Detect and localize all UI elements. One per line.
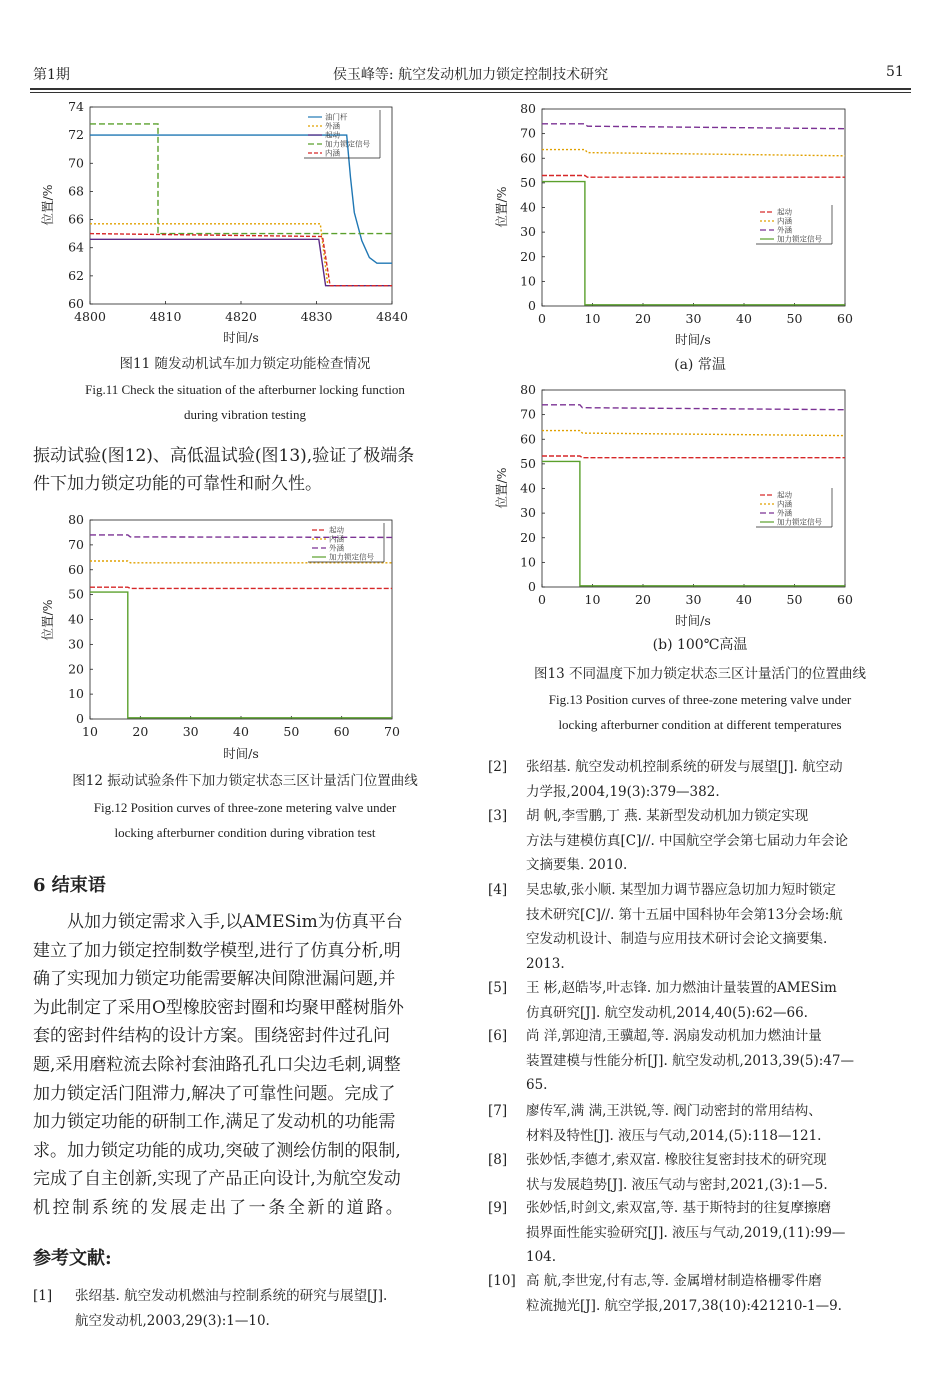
reference-item	[33, 1284, 453, 1334]
reference-number: [6]	[488, 1028, 508, 1044]
legend-label: 起动	[777, 490, 792, 500]
reference-line: 王 彬,赵皓岑,叶志锋. 加力燃油计量装置的AMESim	[526, 980, 837, 996]
fig13a-marks	[520, 101, 853, 326]
y-tick-label: 70	[520, 125, 536, 141]
fig12-chart	[30, 510, 450, 765]
x-tick-label: 0	[538, 592, 546, 607]
legend-label: 内涵	[777, 499, 792, 509]
reference-line: 张绍基. 航空发动机控制系统的研发与展望[J]. 航空动	[526, 759, 843, 775]
reference-line: 力学报,2004,19(3):379—382.	[526, 783, 720, 800]
reference-number: [8]	[488, 1152, 508, 1168]
legend-label: 起动	[325, 130, 340, 140]
x-tick-label: 40	[736, 592, 752, 607]
fig13a-ylabel: 位置/%	[494, 186, 509, 228]
reference-line: 方法与建模仿真[C]//. 中国航空学会第七届动力年会论	[526, 832, 849, 849]
y-tick-label: 20	[520, 529, 536, 545]
references-title: 参考文献:	[33, 1248, 112, 1269]
legend-label: 油门杆	[325, 112, 348, 122]
series-line	[542, 176, 845, 178]
series-line	[90, 535, 392, 538]
conclusion-line: 机控制系统的发展走出了一条全新的道路。	[33, 1197, 406, 1218]
running-title: 侯玉峰等: 航空发动机加力锁定控制技术研究	[332, 67, 609, 83]
reference-number: [3]	[488, 808, 508, 824]
y-tick-label: 60	[520, 431, 536, 447]
x-tick-label: 60	[333, 724, 350, 739]
fig13a-subcaption: (a) 常温	[674, 357, 726, 373]
x-tick-label: 50	[786, 311, 803, 326]
y-tick-label: 60	[68, 561, 84, 577]
header-rule-thin	[30, 92, 911, 93]
reference-line: 材料及特性[J]. 液压与气动,2014,(5):118—121.	[526, 1127, 822, 1144]
x-tick-label: 30	[685, 311, 702, 326]
y-tick-label: 80	[68, 512, 84, 527]
fig12-xlabel: 时间/s	[223, 746, 259, 761]
y-tick-label: 50	[520, 455, 536, 471]
conclusion-line: 加力锁定活门阻滞力,解决了可靠性问题。完成了	[33, 1083, 396, 1104]
fig13-caption-cn: 图13 不同温度下加力锁定状态三区计量活门的位置曲线	[534, 666, 866, 682]
fig13a-xlabel: 时间/s	[675, 332, 711, 347]
reference-line: 高 航,李世宠,付有志,等. 金属增材制造格栅零件磨	[526, 1273, 822, 1289]
x-tick-label: 20	[132, 724, 149, 739]
y-tick-label: 40	[68, 611, 84, 627]
reference-number: [2]	[488, 759, 508, 775]
reference-line: 尚 洋,郭迎清,王骥超,等. 涡扇发动机加力燃油计量	[526, 1028, 822, 1044]
fig13a-plot-frame	[542, 109, 845, 306]
reference-line: 技术研究[C]//. 第十五届中国科协年会第13分会场:航	[526, 906, 843, 923]
y-tick-label: 0	[76, 711, 84, 726]
reference-number: [7]	[488, 1103, 508, 1119]
fig11-caption-en2: during vibration testing	[183, 407, 307, 422]
conclusion-line: 套的密封件结构的设计方案。围绕密封件过孔问	[33, 1026, 390, 1047]
series-line	[542, 431, 845, 436]
conclusion-line: 完成了自主创新,实现了产品正向设计,为航空发动	[33, 1169, 401, 1190]
legend-label: 起动	[329, 525, 344, 535]
legend-label: 加力锁定信号	[325, 139, 370, 149]
fig13b-plot-frame	[542, 390, 845, 587]
x-tick-label: 20	[635, 311, 651, 326]
series-line	[90, 135, 392, 263]
fig12-ylabel: 位置/%	[40, 599, 55, 641]
legend-label: 起动	[777, 207, 792, 217]
fig11-marks	[68, 99, 408, 324]
reference-line: 文摘要集. 2010.	[526, 857, 628, 873]
reference-line: 2013.	[526, 955, 565, 972]
reference-line: 胡 帆,李雪鹏,丁 燕. 某新型发动机加力锁定实现	[526, 808, 809, 824]
series-line	[90, 224, 392, 286]
x-tick-label: 0	[538, 311, 546, 326]
fig13b-ylabel: 位置/%	[494, 467, 509, 509]
fig13a-chart	[490, 99, 910, 351]
legend-label: 外涵	[777, 225, 792, 235]
reference-number: [1]	[33, 1288, 53, 1304]
header-rule	[30, 88, 911, 90]
series-line	[542, 124, 845, 129]
series-line	[90, 592, 392, 718]
y-tick-label: 70	[68, 536, 84, 552]
x-tick-label: 4840	[376, 309, 408, 324]
y-tick-label: 68	[68, 183, 84, 199]
y-tick-label: 20	[68, 661, 84, 677]
conclusion-line: 题,采用磨粒流去除衬套油路孔孔口尖边毛刺,调整	[33, 1054, 401, 1075]
legend-label: 加力锁定信号	[777, 517, 822, 527]
series-line	[90, 587, 392, 588]
conclusion-line: 求。加力锁定功能的成功,突破了测绘仿制的限制,	[33, 1140, 401, 1161]
page-number: 51	[886, 64, 904, 80]
reference-line: 装置建模与性能分析[J]. 航空发动机,2013,39(5):47—	[526, 1052, 854, 1069]
y-tick-label: 74	[68, 99, 84, 114]
x-tick-label: 10	[82, 724, 98, 739]
reference-line: 空发动机设计、制造与应用技术研讨会论文摘要集.	[526, 931, 828, 947]
legend-label: 外涵	[329, 543, 344, 553]
series-line	[542, 405, 845, 410]
fig11-xlabel: 时间/s	[223, 330, 259, 345]
y-tick-label: 80	[520, 382, 536, 397]
reference-line: 航空发动机,2003,29(3):1—10.	[75, 1312, 270, 1329]
y-tick-label: 72	[68, 127, 84, 143]
x-tick-label: 4810	[149, 309, 182, 324]
y-tick-label: 20	[520, 248, 536, 264]
y-tick-label: 50	[520, 174, 536, 190]
fig13b-chart	[490, 380, 910, 632]
reference-line: 吴忠敏,张小顺. 某型加力调节器应急切加力短时锁定	[526, 882, 836, 898]
x-tick-label: 40	[233, 724, 249, 739]
reference-line: 损界面性能实验研究[J]. 液压与气动,2019,(11):99—	[526, 1224, 846, 1241]
reference-line: 状与发展趋势[J]. 液压气动与密封,2021,(3):1—5.	[526, 1176, 828, 1193]
y-tick-label: 64	[68, 239, 84, 255]
fig13-caption-en2: locking afterburner condition at different temperatures	[558, 717, 842, 732]
fig12-caption-en2: locking afterburner condition during vibration test	[114, 825, 376, 840]
reference-number: [10]	[488, 1273, 516, 1289]
reference-line: 粒流抛光[J]. 航空学报,2017,38(10):421210-1—9.	[526, 1297, 842, 1314]
reference-line: 廖传军,满 满,王洪锐,等. 阀门动密封的常用结构、	[526, 1103, 822, 1119]
x-tick-label: 30	[685, 592, 702, 607]
fig11-ylabel: 位置/%	[40, 184, 55, 226]
x-tick-label: 30	[182, 724, 199, 739]
conclusion-line: 从加力锁定需求入手,以AMESim为仿真平台	[67, 912, 403, 932]
y-tick-label: 66	[68, 211, 84, 227]
legend-label: 外涵	[777, 508, 792, 518]
x-tick-label: 10	[584, 592, 601, 607]
journal-issue: 第1期	[33, 67, 70, 83]
x-tick-label: 60	[837, 592, 853, 607]
reference-number: [9]	[488, 1200, 508, 1216]
conclusion-line: 加力锁定功能的研制工作,满足了发动机的功能需	[33, 1112, 396, 1133]
fig13b-xlabel: 时间/s	[675, 613, 711, 628]
x-tick-label: 4800	[74, 309, 106, 324]
reference-line: 104.	[526, 1249, 557, 1265]
reference-line: 张妙恬,李德才,索双富. 橡胶往复密封技术的研究现	[526, 1152, 827, 1168]
y-tick-label: 30	[520, 224, 536, 240]
fig13b-subcaption: (b) 100℃高温	[652, 637, 748, 653]
y-tick-label: 40	[520, 199, 536, 215]
conclusion-body	[33, 908, 448, 1223]
y-tick-label: 0	[528, 579, 536, 594]
y-tick-label: 10	[68, 686, 84, 702]
series-line	[90, 234, 392, 286]
x-tick-label: 4820	[225, 309, 257, 324]
legend-label: 外涵	[325, 121, 340, 131]
legend-label: 加力锁定信号	[329, 552, 374, 562]
x-tick-label: 50	[786, 592, 803, 607]
reference-number: [4]	[488, 882, 508, 898]
y-tick-label: 10	[520, 554, 536, 570]
reference-line: 张绍基. 航空发动机燃油与控制系统的研究与展望[J].	[75, 1288, 388, 1304]
legend-label: 加力锁定信号	[777, 234, 822, 244]
series-line	[542, 456, 845, 458]
legend-label: 内涵	[329, 534, 344, 544]
fig13-caption-en1: Fig.13 Position curves of three-zone metering valve under	[548, 692, 852, 707]
reference-line: 65.	[526, 1077, 548, 1093]
x-tick-label: 20	[635, 592, 651, 607]
section-title: 6 结束语	[33, 875, 106, 896]
reference-number: [5]	[488, 980, 508, 996]
y-tick-label: 80	[520, 101, 536, 116]
fig11-caption-en1: Fig.11 Check the situation of the afterburner locking function	[85, 382, 405, 397]
reference-line: 仿真研究[J]. 航空发动机,2014,40(5):62—66.	[526, 1004, 808, 1021]
y-tick-label: 30	[68, 636, 84, 652]
conclusion-line: 为此制定了采用O型橡胶密封圈和均聚甲醛树脂外	[33, 997, 404, 1018]
x-tick-label: 70	[384, 724, 400, 739]
x-tick-label: 50	[283, 724, 300, 739]
fig12-plot-frame	[90, 520, 392, 719]
conclusion-line: 建立了加力锁定控制数学模型,进行了仿真分析,明	[33, 940, 401, 961]
y-tick-label: 10	[520, 273, 536, 289]
fig12-caption-cn: 图12 振动试验条件下加力锁定状态三区计量活门位置曲线	[72, 773, 418, 789]
paragraph-line: 件下加力锁定功能的可靠性和耐久性。	[33, 474, 322, 494]
paragraph-line: 振动试验(图12)、高低温试验(图13),验证了极端条	[33, 446, 415, 466]
legend-label: 内涵	[325, 148, 340, 158]
fig11-chart	[30, 97, 450, 352]
x-tick-label: 10	[584, 311, 601, 326]
x-tick-label: 40	[736, 311, 752, 326]
y-tick-label: 60	[68, 296, 84, 311]
y-tick-label: 70	[520, 406, 536, 422]
y-tick-label: 40	[520, 480, 536, 496]
y-tick-label: 30	[520, 505, 536, 521]
fig13b-marks	[520, 382, 853, 607]
y-tick-label: 70	[68, 155, 84, 171]
y-tick-label: 62	[68, 267, 84, 283]
x-tick-label: 60	[837, 311, 853, 326]
legend-label: 内涵	[777, 216, 792, 226]
fig11-caption-cn: 图11 随发动机试车加力锁定功能检查情况	[119, 356, 371, 372]
series-line	[90, 239, 392, 285]
conclusion-line: 确了实现加力锁定功能需要解决间隙泄漏问题,并	[33, 969, 396, 990]
reference-line: 张妙恬,时剑文,索双富,等. 基于斯特封的往复摩擦磨	[526, 1200, 831, 1216]
fig12-caption-en1: Fig.12 Position curves of three-zone metering valve under	[93, 800, 397, 815]
y-tick-label: 60	[520, 150, 536, 166]
y-tick-label: 50	[68, 586, 84, 602]
series-line	[542, 150, 845, 156]
fig12-marks	[68, 512, 400, 739]
y-tick-label: 0	[528, 298, 536, 313]
x-tick-label: 4830	[300, 309, 333, 324]
